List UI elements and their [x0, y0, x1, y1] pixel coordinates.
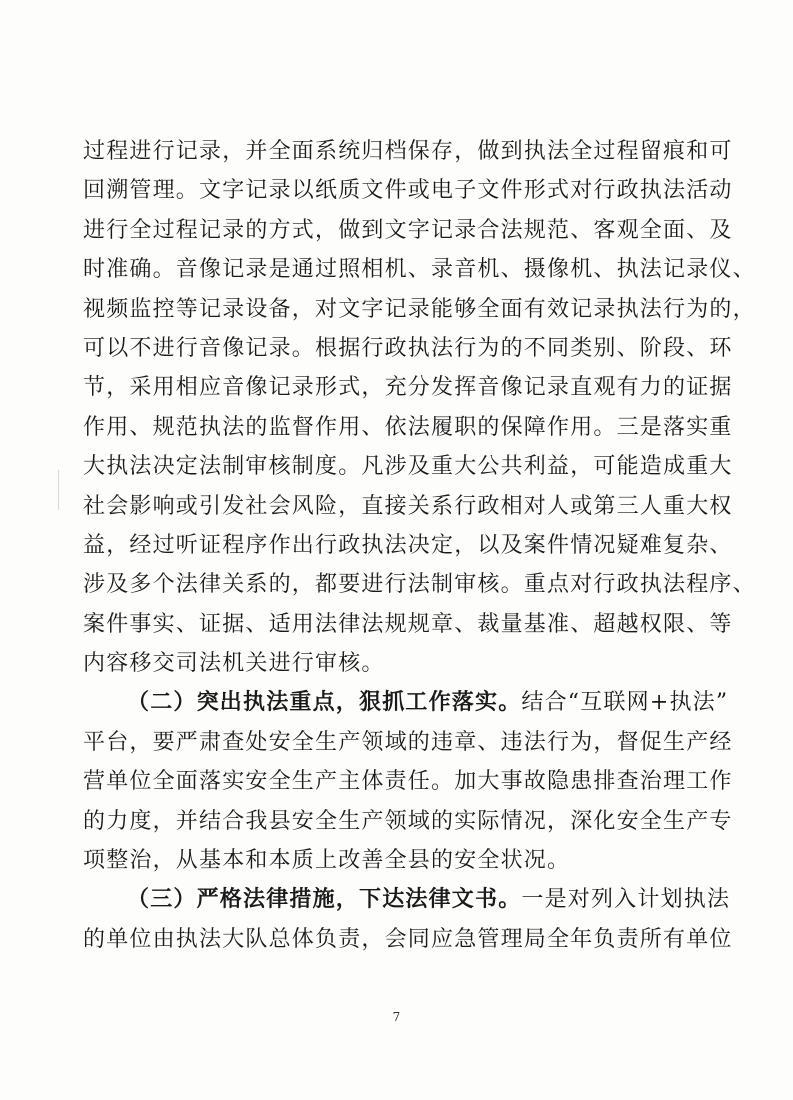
paragraph-1-line-8: 作用、规范执法的监督作用、依法履职的保障作用。三是落实重: [83, 414, 733, 440]
paragraph-3-line-1-text: 一是对列入计划执法: [521, 887, 731, 913]
paragraph-2-line-4: 的力度，并结合我县安全生产领域的实际情况，深化安全生产专: [83, 808, 733, 834]
paragraph-1-line-10: 社会影响或引发社会风险，直接关系行政相对人或第三人重大权: [83, 493, 733, 519]
page-number: 7: [392, 1010, 401, 1024]
section-heading-3: （三）严格法律措施，下达法律文书。: [127, 886, 522, 913]
paragraph-3-line-1: [83, 880, 731, 919]
section-heading-2: （二）突出执法重点，狠抓工作落实。: [127, 689, 522, 716]
paragraph-1-line-7: 节，采用相应音像记录形式，充分发挥音像记录直观有力的证据: [83, 375, 733, 401]
paragraph-2-line-5: 项整治，从基本和本质上改善全县的安全状况。: [83, 848, 571, 874]
paragraph-2-line-1-text: 结合“互联网+执法”: [521, 690, 729, 716]
paragraph-2-line-2: 平台，要严肃查处安全生产领域的违章、违法行为，督促生产经: [83, 729, 733, 755]
paragraph-1-line-12: 涉及多个法律关系的，都要进行法制审核。重点对行政执法程序、: [83, 572, 756, 598]
document-body: [83, 132, 756, 959]
paragraph-1-line-3: 进行全过程记录的方式，做到文字记录合法规范、客观全面、及: [83, 217, 733, 243]
paragraph-1-line-6: 可以不进行音像记录。根据行政执法行为的不同类别、阶段、环: [83, 335, 733, 361]
scan-edge-mark: [58, 470, 59, 510]
paragraph-2-line-1: [83, 683, 729, 722]
paragraph-2-line-3: 营单位全面落实安全生产主体责任。加大事故隐患排查治理工作: [83, 769, 733, 795]
paragraph-1-line-4: 时准确。音像记录是通过照相机、录音机、摄像机、执法记录仪、: [83, 257, 756, 283]
paragraph-1-line-9: 大执法决定法制审核制度。凡涉及重大公共利益，可能造成重大: [83, 454, 733, 480]
paragraph-1-line-5: 视频监控等记录设备，对文字记录能够全面有效记录执法行为的，: [83, 296, 756, 322]
paragraph-1-line-11: 益，经过听证程序作出行政执法决定，以及案件情况疑难复杂、: [83, 532, 733, 558]
paragraph-1-line-2: 回溯管理。文字记录以纸质文件或电子文件形式对行政执法活动: [83, 178, 733, 204]
paragraph-1-line-14: 内容移交司法机关进行审核。: [83, 651, 385, 677]
paragraph-1-line-1: 过程进行记录，并全面系统归档保存，做到执法全过程留痕和可: [83, 139, 733, 164]
paragraph-3-line-2: 的单位由执法大队总体负责，会同应急管理局全年负责所有单位: [83, 926, 733, 952]
paragraph-1-line-13: 案件事实、证据、适用法律法规规章、裁量基准、超越权限、等: [83, 611, 733, 637]
